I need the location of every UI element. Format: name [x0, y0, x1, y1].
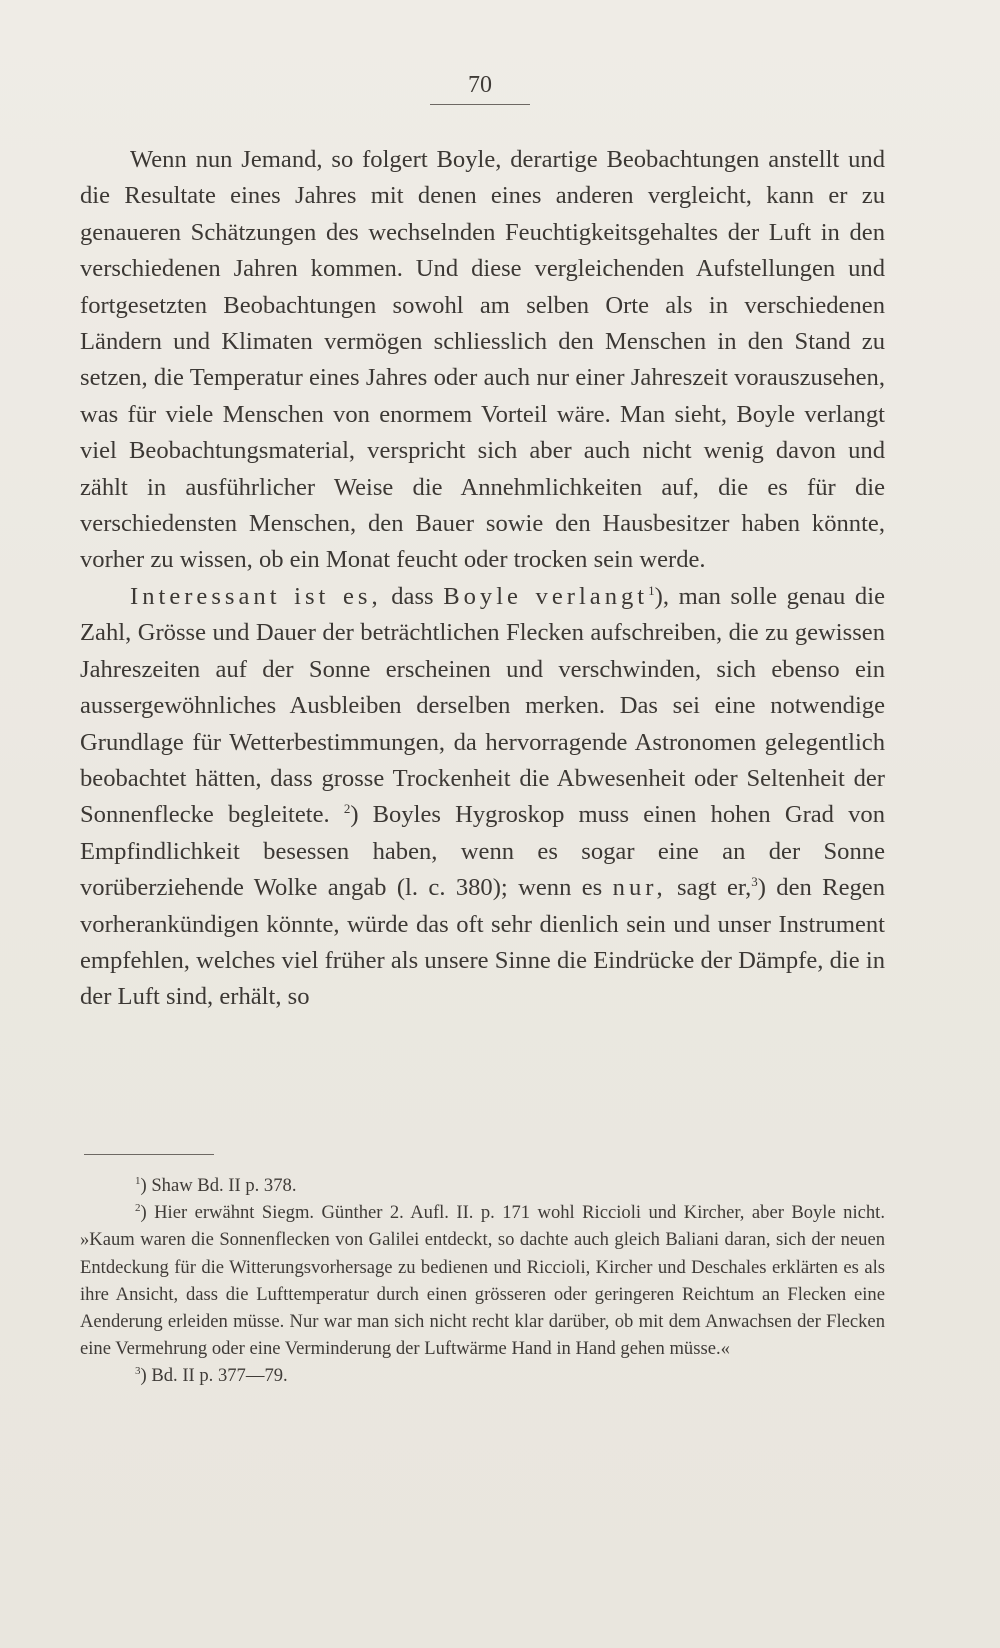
- footnote-text: ) Hier erwähnt Siegm. Günther 2. Aufl. II. p. 171 wohl Riccioli und Kircher, aber Boyle nicht. »Kaum waren die Sonnenflecken von Galilei entdeckt, so dachte auch gleich Baliani daran, sich der neuen Entdeckung für die Witterungsvorhersage zu bedienen und Riccioli, Kircher und Deschales erklärten es als ihre Ansicht, dass die Lufttemperatur durch einen grösseren oder geringeren Reichtum an Flecken eine Aenderung erleiden müsse. Nur war man sich nicht recht klar darüber, ob mit dem Anwachsen der Flecken eine Vermehrung oder eine Verminderung der Luftwärme Hand in Hand gehen müsse.«: [80, 1202, 885, 1360]
- paragraph-1: [80, 142, 885, 579]
- footnote-2: [80, 1199, 885, 1362]
- footnote-ref-1: 1: [648, 582, 655, 598]
- footnote-3: [80, 1362, 885, 1389]
- footnotes: [80, 1172, 885, 1390]
- footnote-ref-2: 2: [343, 801, 351, 817]
- page-number: 70: [468, 72, 492, 98]
- paragraph-text: Wenn nun Jemand, so folgert Boyle, derartige Beobachtungen anstellt und die Resultate eines Jahres mit denen eines anderen vergleicht, kann er zu genaueren Schätzungen des wechselnden Feuchtigkeitsgehaltes der Luft in den verschiedenen Jahren kommen. Und diese vergleichenden Aufstellungen und fortgesetzten Beobachtungen sowohl am selben Orte als in verschiedenen Ländern und Klimaten vermögen schliesslich den Menschen in den Stand zu setzen, die Temperatur eines Jahres oder auch nur einer Jahreszeit vorauszusehen, was für viele Menschen von enormem Vorteil wäre. Man sieht, Boyle verlangt viel Beobachtungsmaterial, verspricht sich aber auch nicht wenig davon und zählt in ausführlicher Weise die Annehmlichkeiten auf, die es für die verschiedensten Menschen, den Bauer sowie den Hausbesitzer haben könnte, vorher zu wissen, ob ein Monat feucht oder trocken sein werde.: [80, 146, 885, 574]
- paragraph-text: ) den Regen vorherankündigen könnte, würde das oft sehr dienlich sein und unser Instrument empfehlen, welches viel früher als unsere Sinne die Eindrücke der Dämpfe, die in der Luft sind, erhält, so: [80, 874, 886, 1011]
- footnote-text: ) Bd. II p. 377—79.: [140, 1365, 288, 1387]
- header-rule: [430, 104, 530, 105]
- footnote-mark: 1: [135, 1175, 141, 1187]
- paragraph-2: [80, 579, 885, 1016]
- paragraph-text: sagt er,: [666, 874, 752, 902]
- spaced-emphasis: nur,: [612, 874, 667, 902]
- paragraph-text: ), man solle genau die Zahl, Grösse und Dauer der beträchtlichen Flecken aufschreiben, die zu gewissen Jahreszeiten auf der Sonne erscheinen und verschwinden, sich ebenso ein aussergewöhnliches Ausbleiben derselben merken. Das sei eine notwendige Grundlage für Wetterbestimmungen, da hervorragende Astronomen gelegentlich beobachtet hätten, dass grosse Trockenheit die Abwesenheit oder Seltenheit der Sonnenflecke begleitete.: [80, 582, 885, 829]
- footnote-separator: [84, 1154, 214, 1155]
- paragraph-text: dass: [381, 582, 444, 610]
- footnote-1: [80, 1172, 885, 1199]
- paragraph-text: ) Boyles Hygroskop muss einen hohen Grad von Empfindlichkeit besessen haben, wenn es sogar eine an der Sonne vorüberziehende Wolke angab (l. c. 380); wenn es: [80, 801, 885, 902]
- footnote-text: ) Shaw Bd. II p. 378.: [140, 1175, 297, 1196]
- footnote-ref-3: 3: [751, 874, 758, 890]
- body-text: [80, 142, 885, 1016]
- footnote-mark: 2: [135, 1202, 141, 1215]
- footnote-mark: 3: [135, 1365, 141, 1378]
- spaced-emphasis: Boyle verlangt: [443, 582, 649, 610]
- spaced-emphasis: Interessant ist es,: [130, 582, 382, 610]
